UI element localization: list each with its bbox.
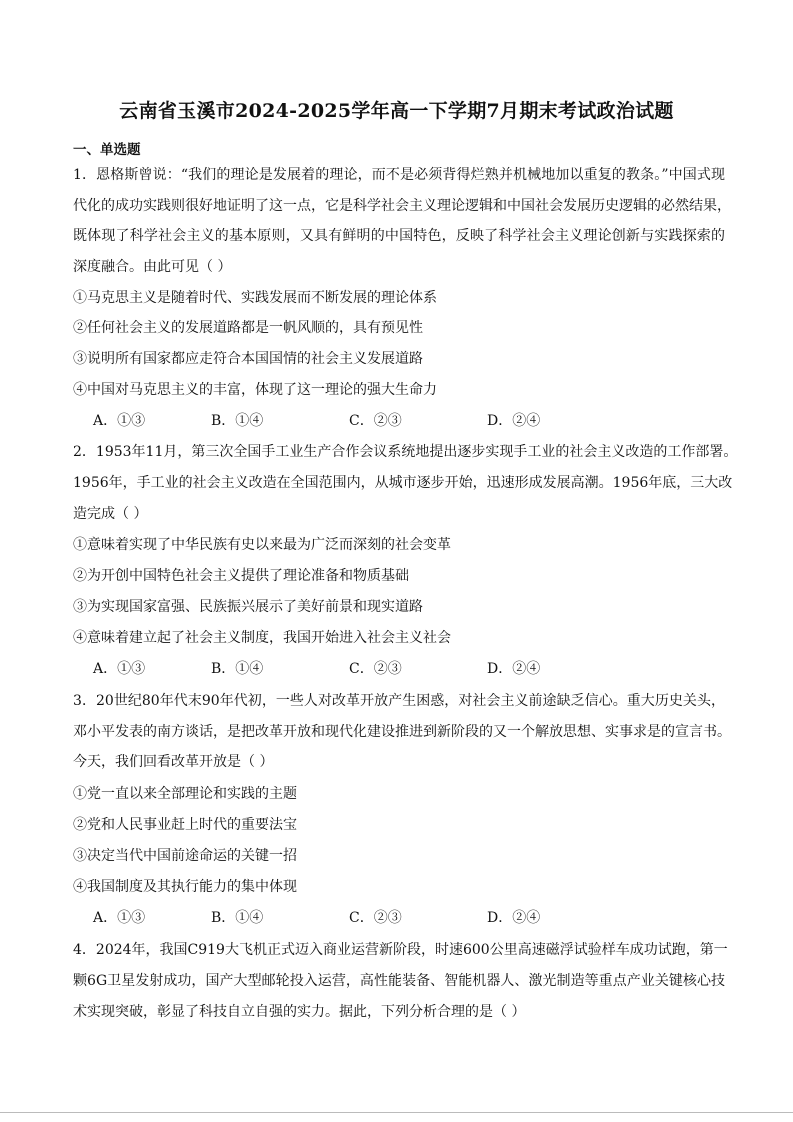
question-3-item-2: ②党和人民事业赶上时代的重要法宝	[73, 817, 297, 833]
question-3-stem-line-3: 今天，我们回看改革开放是（ ）	[73, 754, 274, 770]
question-1-option-c: C．②③	[349, 413, 402, 429]
question-3-stem-line-1: 3．20世纪80年代末90年代初，一些人对改革开放产生困惑，对社会主义前途缺乏信心。重大历史关头，	[73, 693, 725, 709]
question-3-option-c: C．②③	[349, 910, 402, 926]
question-2-item-3: ③为实现国家富强、民族振兴展示了美好前景和现实道路	[73, 599, 423, 615]
question-1-item-4: ④中国对马克思主义的丰富，体现了这一理论的强大生命力	[73, 382, 437, 398]
question-1-item-3: ③说明所有国家都应走符合本国国情的社会主义发展道路	[73, 351, 423, 367]
question-4-stem-line-3: 术实现突破，彰显了科技自立自强的实力。据此，下列分析合理的是（ ）	[73, 1004, 526, 1020]
question-2-option-b: B．①④	[211, 661, 264, 677]
question-1-item-1: ①马克思主义是随着时代、实践发展而不断发展的理论体系	[73, 290, 437, 306]
question-1-option-b: B．①④	[211, 413, 264, 429]
question-2-stem-line-3: 造完成（ ）	[73, 506, 148, 522]
question-1-stem-line-4: 深度融合。由此可见（ ）	[73, 259, 232, 275]
question-2-option-d: D．②④	[487, 661, 541, 677]
question-1-item-2: ②任何社会主义的发展道路都是一帆风顺的，具有预见性	[73, 320, 423, 336]
question-3-item-4: ④我国制度及其执行能力的集中体现	[73, 879, 297, 895]
question-3-option-d: D．②④	[487, 910, 541, 926]
question-3-option-a: A．①③	[93, 910, 146, 926]
page-bottom-divider	[0, 1112, 793, 1113]
question-2-item-1: ①意味着实现了中华民族有史以来最为广泛而深刻的社会变革	[73, 537, 451, 553]
question-3-item-3: ③决定当代中国前途命运的关键一招	[73, 848, 297, 864]
question-2-item-4: ④意味着建立起了社会主义制度，我国开始进入社会主义社会	[73, 630, 451, 646]
question-3-item-1: ①党一直以来全部理论和实践的主题	[73, 786, 297, 802]
page-title: 云南省玉溪市2024-2025学年高一下学期7月期末考试政治试题	[119, 100, 674, 122]
question-1-option-a: A．①③	[93, 413, 146, 429]
question-3-option-b: B．①④	[211, 910, 264, 926]
question-1-option-d: D．②④	[487, 413, 541, 429]
question-2-option-c: C．②③	[349, 661, 402, 677]
question-2-option-a: A．①③	[93, 661, 146, 677]
question-2-stem-line-2: 1956年，手工业的社会主义改造在全国范围内，从城市逐步开始，迅速形成发展高潮。1956年底，三大改	[73, 475, 733, 491]
question-4-stem-line-2: 颗6G卫星发射成功，国产大型邮轮投入运营，高性能装备、智能机器人、激光制造等重点产业关键核心技	[73, 973, 725, 989]
question-1-stem-line-2: 代化的成功实践则很好地证明了这一点，它是科学社会主义理论逻辑和中国社会发展历史逻辑的必然结果，	[73, 198, 731, 214]
question-2-item-2: ②为开创中国特色社会主义提供了理论准备和物质基础	[73, 568, 409, 584]
question-3-stem-line-2: 邓小平发表的南方谈话，是把改革开放和现代化建设推进到新阶段的又一个解放思想、实事求是的宣言书。	[73, 724, 731, 740]
question-1-stem-line-3: 既体现了科学社会主义的基本原则，又具有鲜明的中国特色，反映了科学社会主义理论创新与实践探索的	[73, 228, 725, 244]
question-1-stem-line-1: 1．恩格斯曾说：“我们的理论是发展着的理论，而不是必须背得烂熟并机械地加以重复的教条。”中国式现	[73, 167, 725, 183]
section-heading: 一、单选题	[73, 142, 141, 158]
question-4-stem-line-1: 4．2024年，我国C919大飞机正式迈入商业运营新阶段，时速600公里高速磁浮试验样车成功试跑，第一	[73, 942, 728, 958]
question-2-stem-line-1: 2．1953年11月，第三次全国手工业生产合作会议系统地提出逐步实现手工业的社会主义改造的工作部署。	[73, 444, 738, 460]
